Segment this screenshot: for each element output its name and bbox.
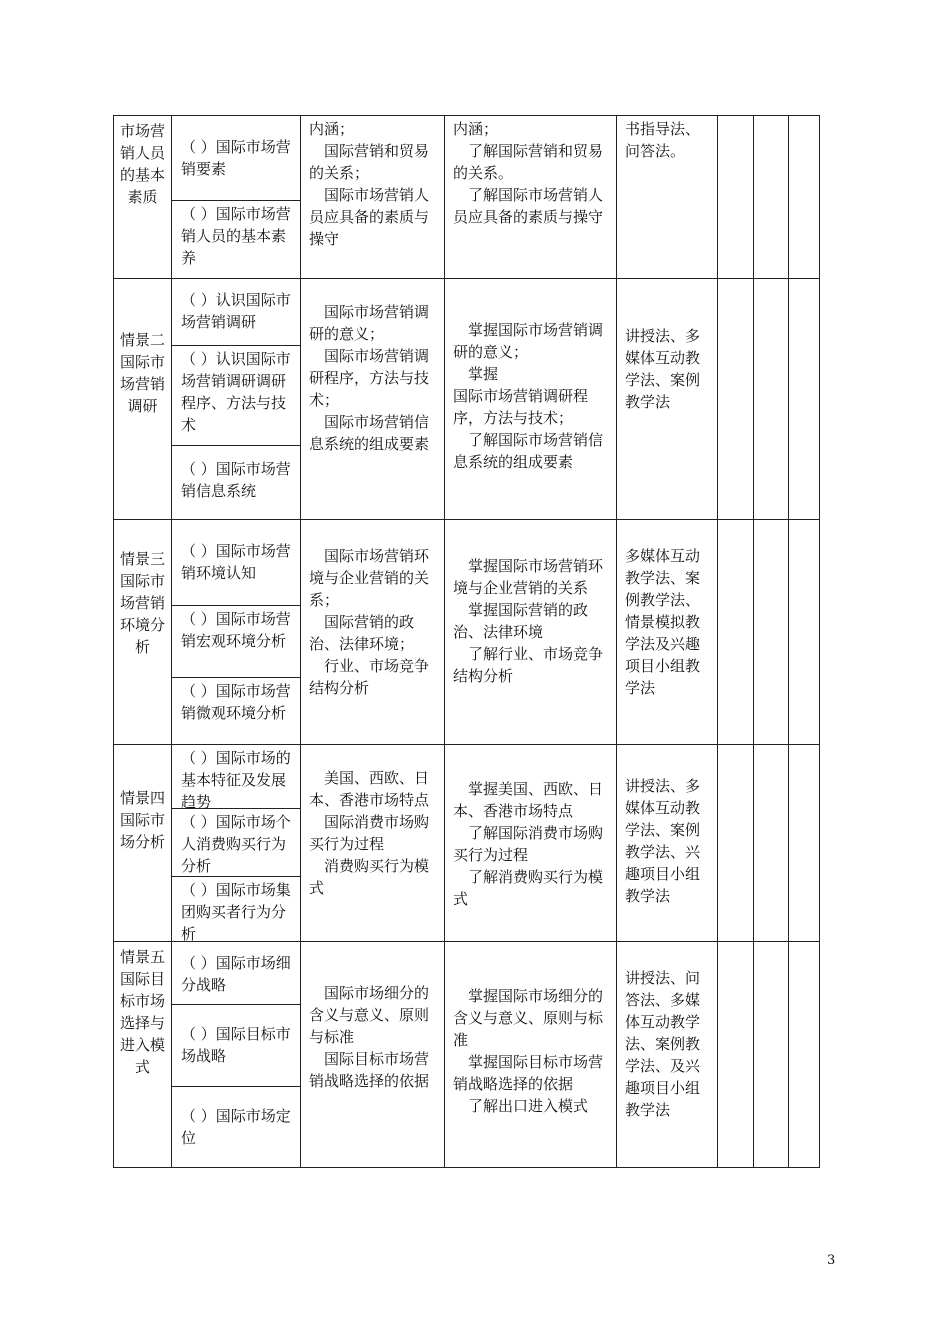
topic-item: （ ）国际市场营销微观环境分析	[181, 682, 291, 722]
content-text: 国际消费市场购买行为过程	[309, 813, 430, 853]
goal-text: 了解出口进入模式	[468, 1097, 589, 1115]
method-cell	[617, 745, 718, 942]
goal-cell	[445, 745, 617, 942]
topic-item: （ ）国际市场营销信息系统	[181, 460, 291, 500]
empty-cell	[789, 942, 820, 1168]
goal-text: 掌握国际市场细分的含义与意义、原则与标准	[453, 987, 604, 1049]
scene-label: 情景三国际市场营销环境分析	[119, 550, 165, 656]
method-text: 讲授法、问答法、多媒体互动教学法、案例教学法、及兴趣项目小组教学法	[625, 969, 701, 1119]
empty-cell	[754, 745, 789, 942]
method-cell	[617, 942, 718, 1168]
content-text: 国际市场营销环境与企业营销的关系；	[309, 547, 430, 609]
topic-item: （ ）国际目标市场战略	[172, 1005, 300, 1087]
empty-cell	[754, 942, 789, 1168]
goal-text: 掌握国际市场营销环境与企业营销的关系	[453, 557, 604, 597]
method-cell	[617, 116, 718, 279]
method-text: 书指导法、问答法。	[625, 120, 701, 160]
topic-item: （ ）国际市场营销环境认知	[172, 520, 300, 606]
empty-cell	[754, 279, 789, 520]
table-row	[114, 116, 820, 279]
empty-cell	[789, 116, 820, 279]
content-cell	[301, 116, 445, 279]
table-row	[114, 279, 820, 520]
topics-cell	[172, 116, 301, 279]
goal-text: 了解国际市场营销信息系统的组成要素	[453, 431, 604, 471]
course-syllabus-table	[113, 115, 820, 1168]
goal-text: 国际市场营销调研程序，方法与技术；	[453, 387, 589, 427]
content-text: 国际营销和贸易的关系；	[309, 142, 430, 182]
goal-text: 掌握	[468, 365, 499, 383]
empty-cell	[789, 279, 820, 520]
method-text: 讲授法、多媒体互动教学法、案例教学法、兴趣项目小组教学法	[625, 777, 701, 905]
scene-cell	[114, 116, 172, 279]
goal-text: 掌握美国、西欧、日本、香港市场特点	[453, 780, 604, 820]
goal-cell	[445, 520, 617, 745]
topic-item: （ ）国际市场集团购买者行为分析	[181, 881, 291, 943]
content-cell	[301, 942, 445, 1168]
goal-cell	[445, 116, 617, 279]
scene-cell	[114, 745, 172, 942]
topic-item: （ ）认识国际市场营销调研	[172, 279, 300, 346]
table-row	[114, 520, 820, 745]
content-text: 国际市场细分的含义与意义、原则与标准	[309, 984, 430, 1046]
scene-label: 情景二国际市场营销调研	[119, 331, 165, 415]
topic-item: （ ）国际市场营销人员的基本素养	[181, 205, 291, 267]
table-row	[114, 942, 820, 1168]
goal-text: 了解行业、市场竞争结构分析	[453, 645, 604, 685]
content-text: 行业、市场竞争结构分析	[309, 657, 430, 697]
page-number: 3	[827, 1253, 836, 1268]
content-text: 美国、西欧、日本、香港市场特点	[309, 769, 430, 809]
topics-cell	[172, 745, 301, 942]
empty-cell	[718, 279, 754, 520]
empty-cell	[718, 116, 754, 279]
content-text: 消费购买行为模式	[309, 857, 430, 897]
scene-cell	[114, 942, 172, 1168]
topic-item: （ ）国际市场的基本特征及发展趋势	[172, 745, 300, 809]
scene-cell	[114, 279, 172, 520]
topics-cell	[172, 942, 301, 1168]
topic-item: （ ）国际市场营销宏观环境分析	[172, 606, 300, 678]
content-text: 国际市场营销调研的意义；	[309, 303, 430, 343]
scene-label: 情景五国际目标市场选择与进入模式	[119, 948, 165, 1076]
topic-item: （ ）国际市场个人消费购买行为分析	[172, 809, 300, 877]
goal-text: 掌握国际市场营销调研的意义；	[453, 321, 604, 361]
goal-text: 内涵；	[453, 120, 499, 138]
method-text: 多媒体互动教学法、案例教学法、情景模拟教学法及兴趣项目小组教学法	[625, 547, 701, 697]
method-cell	[617, 279, 718, 520]
empty-cell	[789, 745, 820, 942]
scene-label: 情景四国际市场分析	[119, 789, 165, 851]
method-text: 讲授法、多媒体互动教学法、案例教学法	[625, 327, 701, 411]
empty-cell	[754, 520, 789, 745]
topics-cell	[172, 279, 301, 520]
goal-cell	[445, 942, 617, 1168]
empty-cell	[754, 116, 789, 279]
content-text: 国际市场营销调研程序，方法与技术；	[309, 347, 430, 409]
content-text: 国际市场营销人员应具备的素质与操守	[309, 186, 430, 248]
goal-text: 了解消费购买行为模式	[453, 868, 604, 908]
table-row	[114, 745, 820, 942]
content-cell	[301, 745, 445, 942]
scene-label: 市场营销人员的基本素质	[119, 122, 165, 206]
goal-cell	[445, 279, 617, 520]
content-cell	[301, 279, 445, 520]
topic-item: （ ）国际市场细分战略	[172, 942, 300, 1005]
content-text: 国际市场营销信息系统的组成要素	[309, 413, 430, 453]
goal-text: 掌握国际营销的政治、法律环境	[453, 601, 589, 641]
topic-item: （ ）认识国际市场营销调研调研程序、方法与技术	[172, 346, 300, 446]
goal-text: 了解国际营销和贸易的关系。	[453, 142, 604, 182]
content-text: 内涵；	[309, 120, 355, 138]
scene-cell	[114, 520, 172, 745]
empty-cell	[789, 520, 820, 745]
goal-text: 掌握国际目标市场营销战略选择的依据	[453, 1053, 604, 1093]
content-text: 国际目标市场营销战略选择的依据	[309, 1050, 430, 1090]
content-cell	[301, 520, 445, 745]
topics-cell	[172, 520, 301, 745]
empty-cell	[718, 942, 754, 1168]
empty-cell	[718, 745, 754, 942]
goal-text: 了解国际消费市场购买行为过程	[453, 824, 604, 864]
content-text: 国际营销的政治、法律环境；	[309, 613, 415, 653]
topic-item: （ ）国际市场营销要素	[172, 116, 300, 201]
method-cell	[617, 520, 718, 745]
topic-item: （ ）国际市场定位	[181, 1107, 291, 1147]
empty-cell	[718, 520, 754, 745]
goal-text: 了解国际市场营销人员应具备的素质与操守	[453, 186, 604, 226]
